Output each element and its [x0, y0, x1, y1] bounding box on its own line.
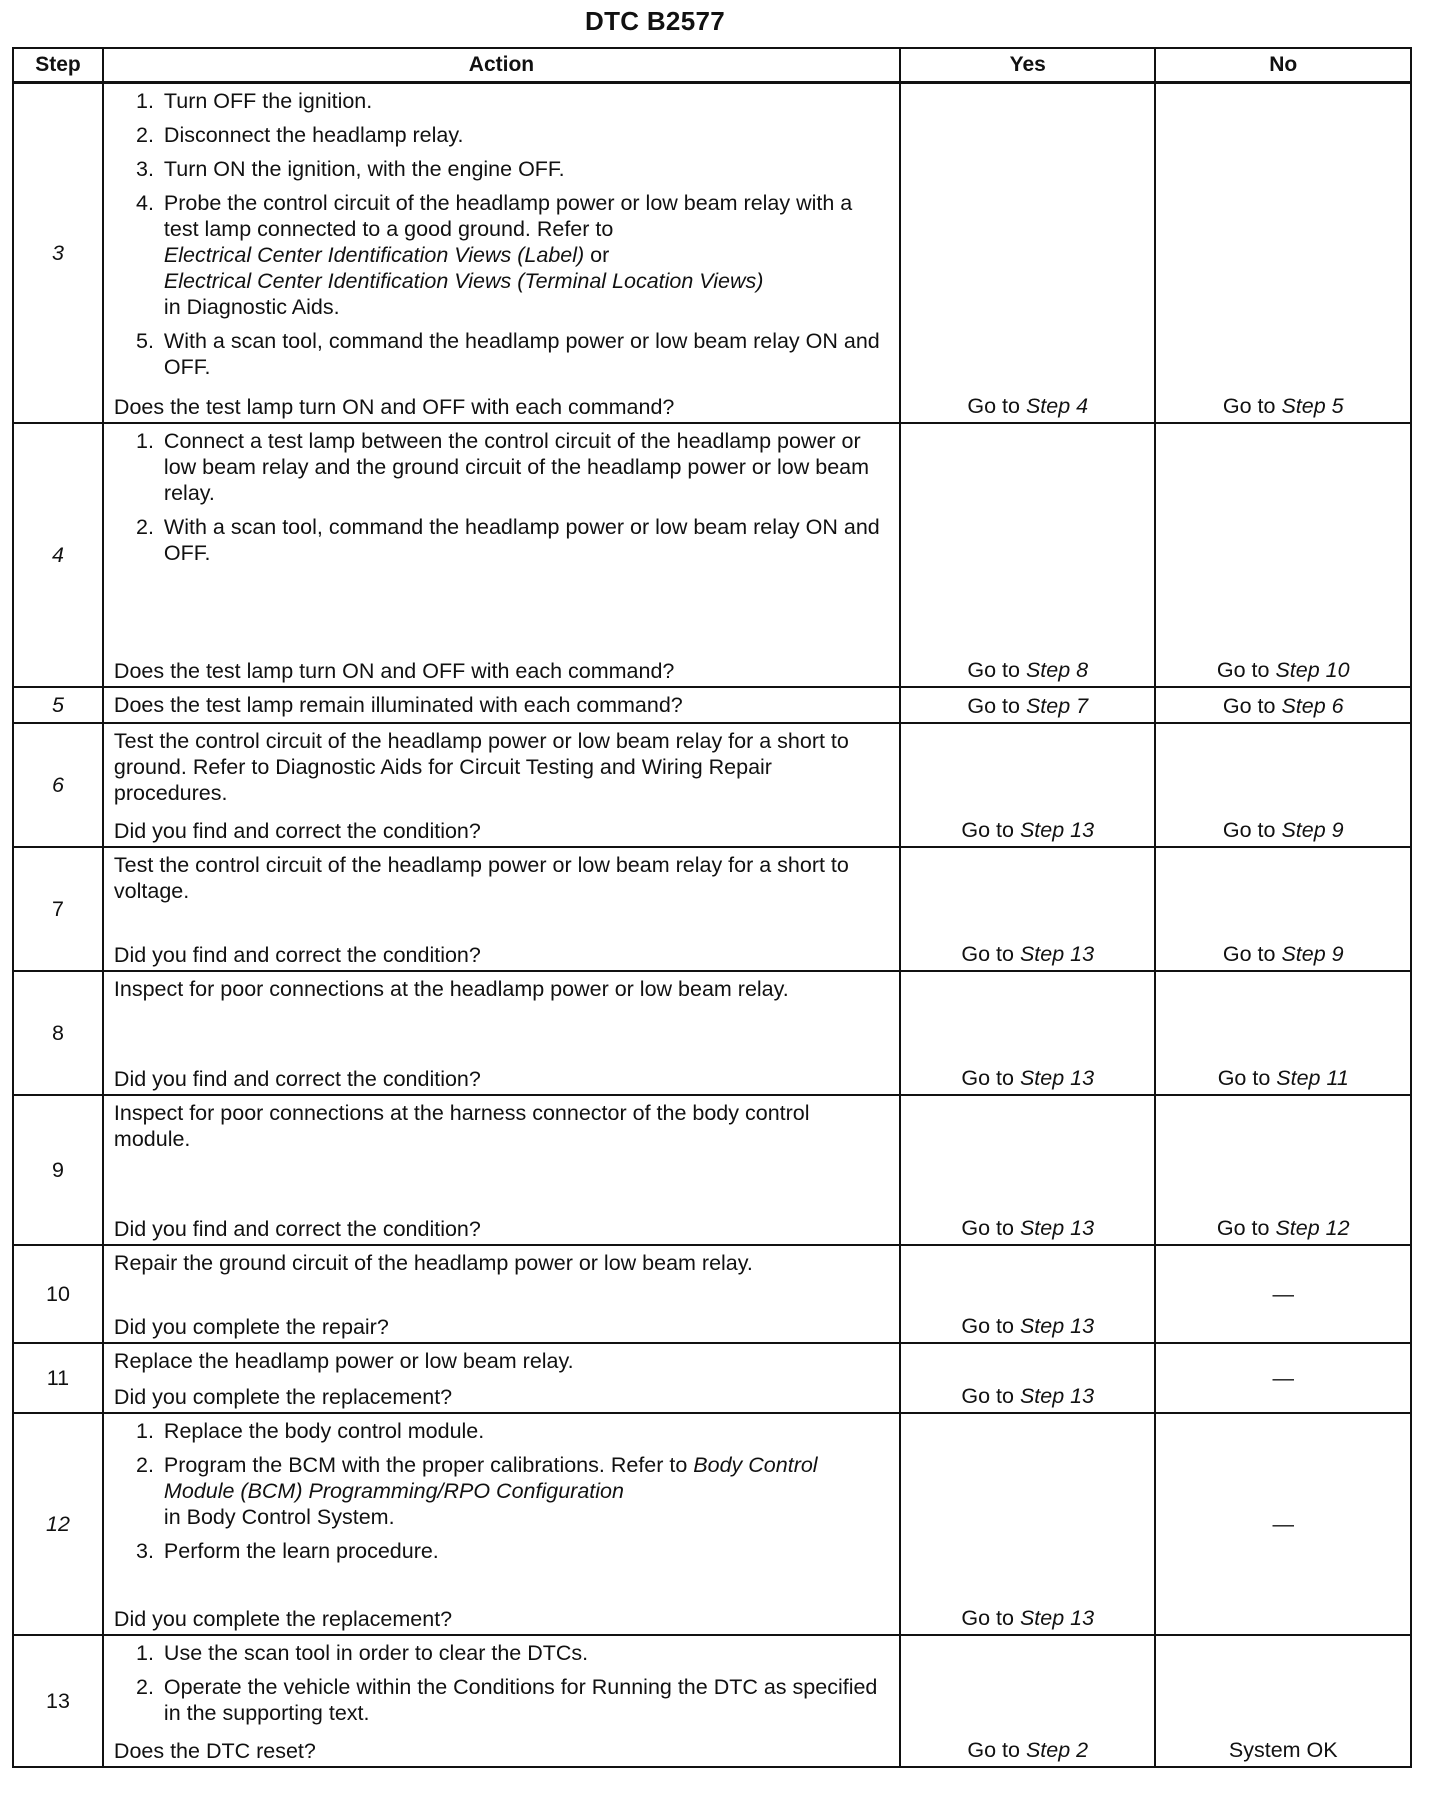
yes-cell: Go to Step 13	[900, 1245, 1155, 1343]
no-cell-dash: —	[1155, 1245, 1411, 1343]
table-row	[13, 423, 1411, 687]
reference-link[interactable]: Body Control Module (BCM) Programming/RPO Configuration	[163, 1453, 818, 1503]
question-text: Did you complete the replacement?	[113, 1607, 453, 1631]
list-item: 4. Probe the control circuit of the headlamp power or low beam relay with a test lamp connected to a good ground. Refer to Electrical Center Identification Views (Label) or Electrical Center Identification Views (Terminal Location Views) in Diagnostic Aids.	[135, 191, 853, 319]
table-row	[13, 1343, 1411, 1413]
goto-step-link[interactable]: Step 4	[1025, 394, 1089, 418]
document-title: DTC B2577	[585, 6, 725, 36]
goto-step-link[interactable]: Step 6	[1281, 694, 1344, 718]
list-item: 5. With a scan tool, command the headlamp power or low beam relay ON and OFF.	[135, 329, 880, 379]
table-row	[13, 723, 1411, 847]
action-list	[114, 1418, 891, 1572]
action-text: Repair the ground circuit of the headlamp power or low beam relay.	[113, 1251, 753, 1275]
yes-cell: Go to Step 13	[900, 1413, 1155, 1635]
no-cell: Go to Step 9	[1155, 723, 1411, 847]
table-row	[13, 83, 1411, 424]
list-item: 2. With a scan tool, command the headlamp power or low beam relay ON and OFF.	[135, 515, 880, 565]
table-row	[13, 1635, 1411, 1767]
question-text: Did you find and correct the condition?	[113, 819, 481, 843]
step-number: 12	[13, 1413, 103, 1635]
action-list	[114, 88, 891, 388]
goto-step-link[interactable]: Step 9	[1281, 818, 1344, 842]
table-header-row	[13, 48, 1411, 83]
yes-cell: Go to Step 13	[900, 1343, 1155, 1413]
no-cell: Go to Step 11	[1155, 971, 1411, 1095]
list-item: 1. Connect a test lamp between the control circuit of the headlamp power or low beam relay and the ground circuit of the headlamp power or low beam relay.	[135, 429, 870, 505]
yes-cell: Go to Step 13	[900, 723, 1155, 847]
diagnostic-steps-table	[12, 47, 1412, 1768]
goto-step-link[interactable]: Step 13	[1019, 1384, 1095, 1408]
table-row	[13, 847, 1411, 971]
step-number: 13	[13, 1635, 103, 1767]
action-cell	[103, 1343, 900, 1413]
no-cell-result: System OK	[1155, 1635, 1411, 1767]
action-cell	[103, 423, 900, 687]
yes-cell: Go to Step 13	[900, 971, 1155, 1095]
action-text: Inspect for poor connections at the headlamp power or low beam relay.	[113, 977, 789, 1001]
question-text: Does the test lamp turn ON and OFF with each command?	[113, 659, 675, 683]
goto-step-link[interactable]: Step 8	[1025, 658, 1089, 682]
list-item: 1. Turn OFF the ignition.	[135, 89, 373, 113]
question-text: Does the test lamp turn ON and OFF with each command?	[113, 395, 675, 419]
step-number: 6	[13, 723, 103, 847]
goto-step-link[interactable]: Step 13	[1019, 1216, 1095, 1240]
yes-cell: Go to Step 4	[900, 83, 1155, 424]
list-item: 2. Disconnect the headlamp relay.	[135, 123, 464, 147]
action-cell	[103, 1413, 900, 1635]
yes-cell: Go to Step 13	[900, 1095, 1155, 1245]
action-list	[114, 428, 891, 574]
action-cell	[103, 687, 900, 723]
list-item: 2. Program the BCM with the proper calibrations. Refer to Body Control Module (BCM) Programming/RPO Configuration in Body Control System.	[135, 1453, 818, 1529]
step-number: 7	[13, 847, 103, 971]
question-text: Did you complete the repair?	[113, 1315, 389, 1339]
action-text: Replace the headlamp power or low beam relay.	[113, 1349, 574, 1373]
no-cell-dash: —	[1155, 1343, 1411, 1413]
action-cell	[103, 847, 900, 971]
header-no: No	[1155, 48, 1411, 83]
question-text: Did you find and correct the condition?	[113, 1067, 481, 1091]
step-number: 5	[13, 687, 103, 723]
header-action: Action	[103, 48, 900, 83]
list-item: 3. Perform the learn procedure.	[135, 1539, 439, 1563]
action-text: Test the control circuit of the headlamp power or low beam relay for a short to ground. Refer to Diagnostic Aids for Circuit Testing and Wiring Repair procedures.	[113, 729, 849, 805]
question-text: Does the test lamp remain illuminated with each command?	[113, 693, 683, 717]
question-text: Did you find and correct the condition?	[113, 943, 481, 967]
table-row	[13, 971, 1411, 1095]
action-list	[114, 1640, 891, 1734]
step-number: 11	[13, 1343, 103, 1413]
goto-step-link[interactable]: Step 13	[1019, 818, 1095, 842]
no-cell-dash: —	[1155, 1413, 1411, 1635]
action-cell	[103, 1095, 900, 1245]
no-cell: Go to Step 6	[1155, 687, 1411, 723]
header-step: Step	[13, 48, 103, 83]
goto-step-link[interactable]: Step 13	[1019, 1606, 1095, 1630]
list-item: 1. Replace the body control module.	[135, 1419, 485, 1443]
no-cell: Go to Step 10	[1155, 423, 1411, 687]
goto-step-link[interactable]: Step 12	[1275, 1216, 1350, 1240]
goto-step-link[interactable]: Step 13	[1019, 1314, 1095, 1338]
yes-cell: Go to Step 13	[900, 847, 1155, 971]
no-cell: Go to Step 12	[1155, 1095, 1411, 1245]
no-cell: Go to Step 9	[1155, 847, 1411, 971]
action-cell	[103, 1245, 900, 1343]
header-yes: Yes	[900, 48, 1155, 83]
goto-step-link[interactable]: Step 5	[1281, 394, 1344, 418]
table-row	[13, 1245, 1411, 1343]
goto-step-link[interactable]: Step 10	[1275, 658, 1350, 682]
step-number: 4	[13, 423, 103, 687]
goto-step-link[interactable]: Step 2	[1025, 1738, 1089, 1762]
action-cell	[103, 83, 900, 424]
action-cell	[103, 971, 900, 1095]
action-text: Test the control circuit of the headlamp power or low beam relay for a short to voltage.	[113, 853, 849, 903]
step-number: 8	[13, 971, 103, 1095]
action-cell	[103, 723, 900, 847]
yes-cell: Go to Step 7	[900, 687, 1155, 723]
list-item: 1. Use the scan tool in order to clear the DTCs.	[135, 1641, 589, 1665]
action-cell	[103, 1635, 900, 1767]
table-row	[13, 687, 1411, 723]
list-item: 2. Operate the vehicle within the Conditions for Running the DTC as specified in the supporting text.	[135, 1675, 878, 1725]
question-text: Did you complete the replacement?	[113, 1385, 453, 1409]
goto-step-link[interactable]: Step 7	[1025, 694, 1089, 718]
diagnostic-table-wrapper	[12, 47, 1412, 1768]
goto-step-link[interactable]: Step 11	[1276, 1066, 1349, 1090]
reference-link[interactable]: Electrical Center Identification Views (Label)	[163, 243, 585, 267]
question-text: Does the DTC reset?	[113, 1739, 316, 1763]
action-text: Inspect for poor connections at the harness connector of the body control module.	[113, 1101, 810, 1151]
yes-cell: Go to Step 8	[900, 423, 1155, 687]
step-number: 10	[13, 1245, 103, 1343]
step-number: 9	[13, 1095, 103, 1245]
goto-step-link[interactable]: Step 9	[1281, 942, 1344, 966]
list-item: 3. Turn ON the ignition, with the engine OFF.	[135, 157, 565, 181]
yes-cell: Go to Step 2	[900, 1635, 1155, 1767]
reference-link[interactable]: Electrical Center Identification Views (Terminal Location Views)	[163, 269, 764, 293]
no-cell: Go to Step 5	[1155, 83, 1411, 424]
goto-step-link[interactable]: Step 13	[1019, 1066, 1095, 1090]
table-row	[13, 1413, 1411, 1635]
question-text: Did you find and correct the condition?	[113, 1217, 481, 1241]
table-row	[13, 1095, 1411, 1245]
step-number: 3	[13, 83, 103, 424]
goto-step-link[interactable]: Step 13	[1019, 942, 1095, 966]
